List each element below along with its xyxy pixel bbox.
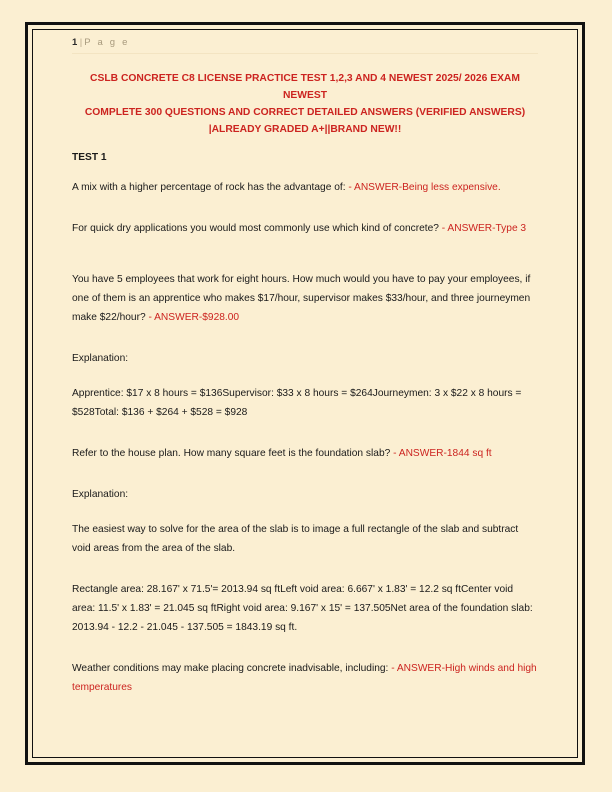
answer-text-3: - ANSWER-$928.00: [145, 312, 240, 323]
explanation-text-1: Apprentice: $17 x 8 hours = $136Supervisor: $33 x 8 hours = $264Journeymen: 3 x $22 x 8 hours = $528Total: $136 + $264 + $528 = $928: [72, 388, 522, 418]
question-text-3: You have 5 employees that work for eight hours. How much would you have to pay your employees, if one of them is an apprentice who makes $17/hour, supervisor makes $33/hour, and three journeymen make $22/hour?: [72, 274, 531, 323]
answer-text-1: - ANSWER-Being less expensive.: [345, 182, 501, 193]
document-content: [72, 37, 538, 719]
document-title-line-1: CSLB CONCRETE C8 LICENSE PRACTICE TEST 1,2,3 AND 4 NEWEST 2025/ 2026 EXAM NEWEST: [90, 73, 520, 101]
qa-item-2: [72, 219, 538, 238]
answer-text-5: - ANSWER-High winds and high temperatures: [72, 663, 537, 693]
document-page-border: [25, 22, 585, 765]
question-text-4: Refer to the house plan. How many square feet is the foundation slab?: [72, 448, 391, 459]
explanation-label-1: Explanation:: [72, 353, 129, 364]
qa-item-4: [72, 444, 538, 463]
answer-text-4: - ANSWER-1844 sq ft: [390, 448, 492, 459]
header-separator: |: [79, 37, 83, 48]
document-title: [78, 70, 532, 138]
question-text-1: A mix with a higher percentage of rock has the advantage of:: [72, 182, 346, 193]
header-page-number: 1: [72, 37, 78, 48]
qa-item-5: [72, 659, 538, 697]
document-title-line-2: COMPLETE 300 QUESTIONS AND CORRECT DETAILED ANSWERS (VERIFIED ANSWERS): [84, 107, 526, 118]
explanation-calculation-2: Rectangle area: 28.167' x 71.5'= 2013.94 sq ftLeft void area: 6.667' x 1.83' = 12.2 sq ftCenter void area: 11.5' x 1.83' = 21.045 sq ftRight void area: 9.167' x 15' = 137.505Net area of the foundation slab: 2013.94 - 12.2 - 21.045 - 137.505 = 1843.19 sq ft.: [72, 584, 533, 633]
answer-text-2: - ANSWER-Type 3: [438, 223, 527, 234]
qa-item-3: [72, 270, 538, 327]
block-spacer-1: [72, 260, 538, 270]
running-header: [72, 37, 538, 54]
document-title-line-3: |ALREADY GRADED A+||BRAND NEW!!: [208, 124, 402, 135]
qa-item-1: [72, 178, 538, 197]
header-page-label: P a g e: [84, 37, 130, 48]
explanation-text-2: The easiest way to solve for the area of the slab is to image a full rectangle of the slab and subtract void areas from the area of the slab.: [72, 524, 519, 554]
question-text-2: For quick dry applications you would most commonly use which kind of concrete?: [72, 223, 439, 234]
section-heading-test-1: TEST 1: [72, 152, 107, 163]
question-text-5: Weather conditions may make placing concrete inadvisable, including:: [72, 663, 389, 674]
explanation-label-2: Explanation:: [72, 489, 129, 500]
